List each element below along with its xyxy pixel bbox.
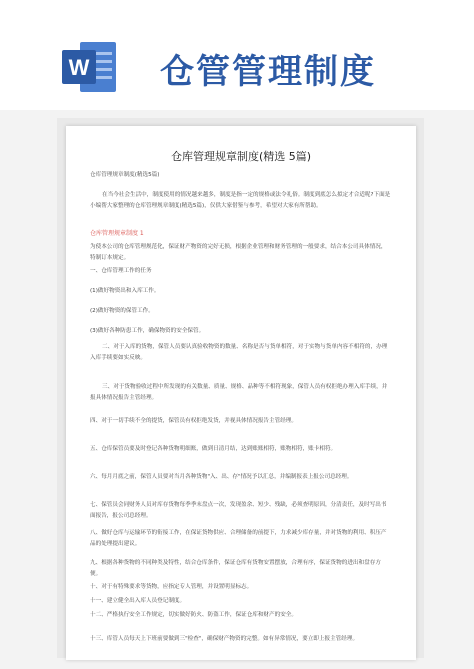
list-item: 二、对于入库的货物，保管人员要认真验收物资的数量、名称是否与货单相符，对于实物与货单内容不相符的，办理入库手续要如实反映。 — [90, 344, 388, 361]
document-subtitle: 仓库管理规章制度(精选5篇) — [90, 172, 160, 178]
list-item: 七、保管员会同财务人员对库存货物每季季末盘点一次，发现盈余、短少、残缺，必须查明原因，分清责任，及时写出书面报告，报公司总经理。 — [90, 502, 387, 519]
document-title: 仓库管理规章制度(精选 5篇) — [170, 150, 312, 163]
list-item: 十二、严格执行安全工作规定，切实做好防火、防盗工作，保证仓库和财产的安全。 — [90, 612, 297, 618]
list-item: 十、对于有特殊要求等货物，应指定专人管理，并设置明显标志。 — [90, 584, 253, 590]
intro-paragraph: 在当今社会生活中，制度使用的情况越来越多，制度是指一定的规格或法令礼俗。制度到底怎么拟定才合适呢?下面是小编帮大家整理的仓库管理规章制度(精选5篇)，仅供大家借鉴与参考，希望对大家有所帮助。 — [90, 192, 391, 209]
list-item: 五、仓库保管员要及时登记各种货物明细账，做到日清月结，达到账账相符，账物相符，账卡相符。 — [90, 446, 337, 452]
list-item: (3)做好各种防患工作，确保物资的安全保管。 — [90, 328, 205, 334]
list-item: 四、对于一切手续不全的提货，保管员有权拒绝发货，并视具体情况报告主管经理。 — [90, 418, 297, 424]
purpose-paragraph: 为使本公司的仓库管理规范化，保证财产物资的完好无损，根据企业管理和财务管理的一般要求，结合本公司具体情况，特制订本规定。 — [90, 244, 387, 261]
list-item: (1)做好物资出和入库工作。 — [90, 288, 160, 294]
word-document-icon — [62, 38, 118, 96]
document-page — [66, 126, 416, 660]
list-item: 十三、库管人员每天上下班前要做到三"检查"，确保财产物资的完整。如有异常情况，要立即上报主管经理。 — [90, 636, 359, 642]
section-heading: 仓库管理规章制度 1 — [90, 230, 144, 237]
list-item: 十一、建立健全出入库人员登记制度。 — [90, 598, 186, 604]
word-logo-letter: W — [68, 55, 90, 80]
header-banner — [0, 0, 474, 110]
list-item: (2)做好物资的保管工作。 — [90, 308, 154, 314]
list-item: 六、每月月底之前，保管人员要对当月各种货物"入、出、存"情况予以汇总，并编制报表上报公司总经理。 — [90, 474, 353, 480]
list-item: 三、对于货物验收过程中所发现的有关数量、质量、规格、品种等不相符现象，保管人员有权拒绝办理入库手续，并报具体情况报告主管经理。 — [90, 384, 388, 401]
list-item: 九、根据各种货物的不同种类及特性，结合仓库条件，保证仓库有货物安置摆放，合理有序，保证货物的进出和盘存方便。 — [90, 560, 381, 577]
list-item: 一、仓库管理工作的任务 — [90, 268, 152, 274]
list-item: 八、做好仓库与运输环节的衔接工作，在保证货物供应、合理储备的前提下，力求减少库存量，并对货物的利用、积压产品的处理提出建议。 — [90, 530, 387, 547]
page-title: 仓管管理制度 — [160, 52, 376, 92]
